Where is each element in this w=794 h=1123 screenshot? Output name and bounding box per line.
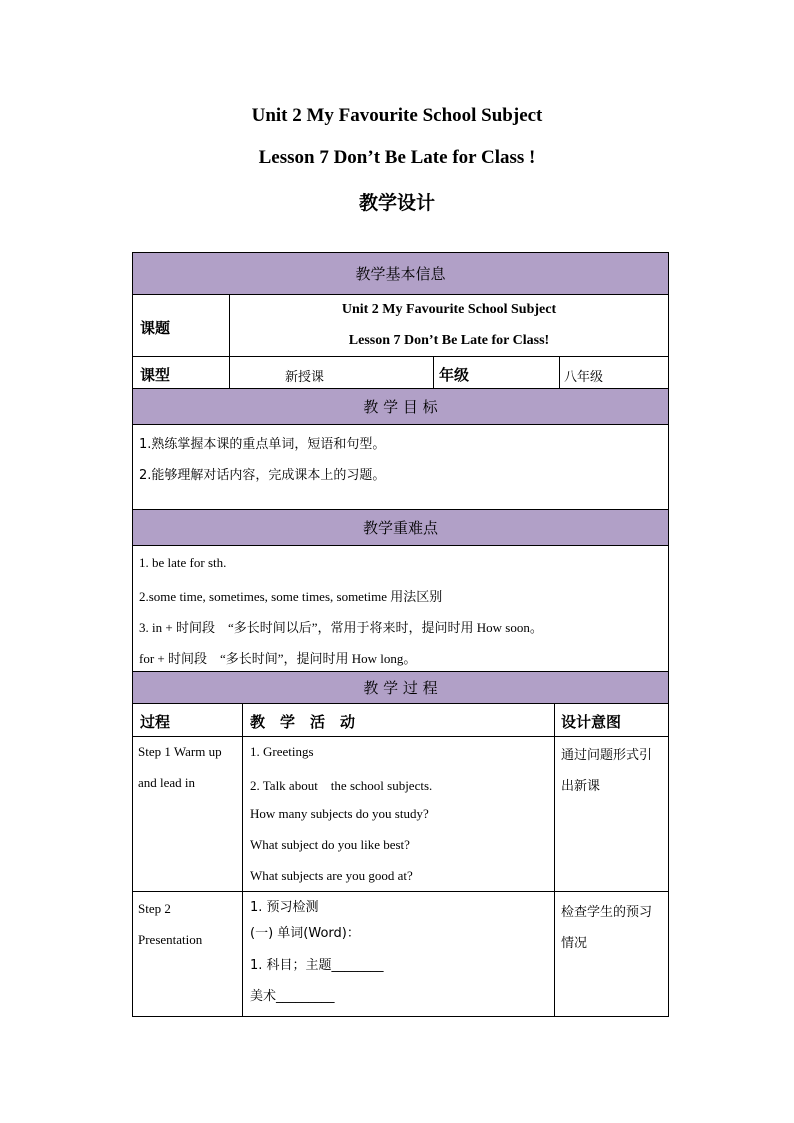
key-points-heading: 教学重难点 [133, 510, 668, 546]
activity-line: What subjects are you good at? [250, 868, 413, 883]
key-point-item: for + 时间段 “多长时间”，提问时用 How long。 [139, 651, 417, 666]
activity-line: How many subjects do you study? [250, 806, 429, 821]
step-label: and lead in [138, 775, 196, 790]
divider [242, 704, 243, 1017]
document-heading: 教学设计 [358, 192, 435, 214]
activity-line: What subject do you like best? [250, 837, 410, 852]
intent-line: 通过问题形式引 [561, 748, 653, 763]
goal-item: 2.能够理解对话内容，完成课本上的习题。 [139, 468, 386, 483]
intent-line: 出新课 [561, 779, 601, 794]
basic-info-heading: 教学基本信息 [133, 253, 668, 295]
activity-line: 美术_________ [250, 989, 335, 1004]
activity-line: 1. 科目；主题________ [250, 958, 384, 973]
type-label: 课型 [140, 366, 171, 384]
divider [559, 356, 560, 388]
key-point-item: 2.some time, sometimes, some times, sometime 用法区别 [139, 589, 443, 604]
step-label: Presentation [138, 932, 203, 947]
intent-line: 检查学生的预习 [561, 905, 653, 920]
column-header-process: 过程 [140, 713, 171, 731]
activity-line: 1. Greetings [250, 744, 314, 759]
column-header-intent: 设计意图 [561, 713, 622, 731]
key-point-item: 3. in + 时间段 “多长时间以后”，常用于将来时，提问时用 How soon。 [139, 620, 543, 635]
step-label: Step 2 [138, 901, 171, 916]
step-label: Step 1 Warm up [138, 744, 222, 759]
divider [433, 356, 434, 388]
goals-heading: 教 学 目 标 [133, 389, 668, 425]
column-header-activities: 教 学 活 动 [250, 713, 356, 731]
type-value: 新授课 [285, 370, 325, 385]
grade-label: 年级 [439, 366, 470, 384]
divider [133, 736, 668, 737]
activity-line: (一) 单词(Word)： [250, 926, 360, 941]
divider [554, 704, 555, 1017]
topic-line-1: Unit 2 My Favourite School Subject [341, 302, 557, 317]
topic-label: 课题 [140, 319, 171, 337]
document-subtitle: Lesson 7 Don’t Be Late for Class ! [258, 147, 536, 168]
divider [133, 891, 668, 892]
lesson-plan-table [132, 252, 669, 1017]
goal-item: 1.熟练掌握本课的重点单词，短语和句型。 [139, 437, 386, 452]
grade-value: 八年级 [564, 370, 604, 385]
divider [133, 356, 668, 357]
key-point-item: 1. be late for sth. [139, 555, 227, 570]
activity-line: 2. Talk about the school subjects. [250, 778, 433, 793]
topic-line-2: Lesson 7 Don’t Be Late for Class! [348, 333, 550, 348]
activity-line: 1. 预习检测 [250, 900, 319, 915]
intent-line: 情况 [561, 936, 588, 951]
process-heading: 教 学 过 程 [133, 672, 668, 704]
document-title: Unit 2 My Favourite School Subject [251, 105, 543, 126]
